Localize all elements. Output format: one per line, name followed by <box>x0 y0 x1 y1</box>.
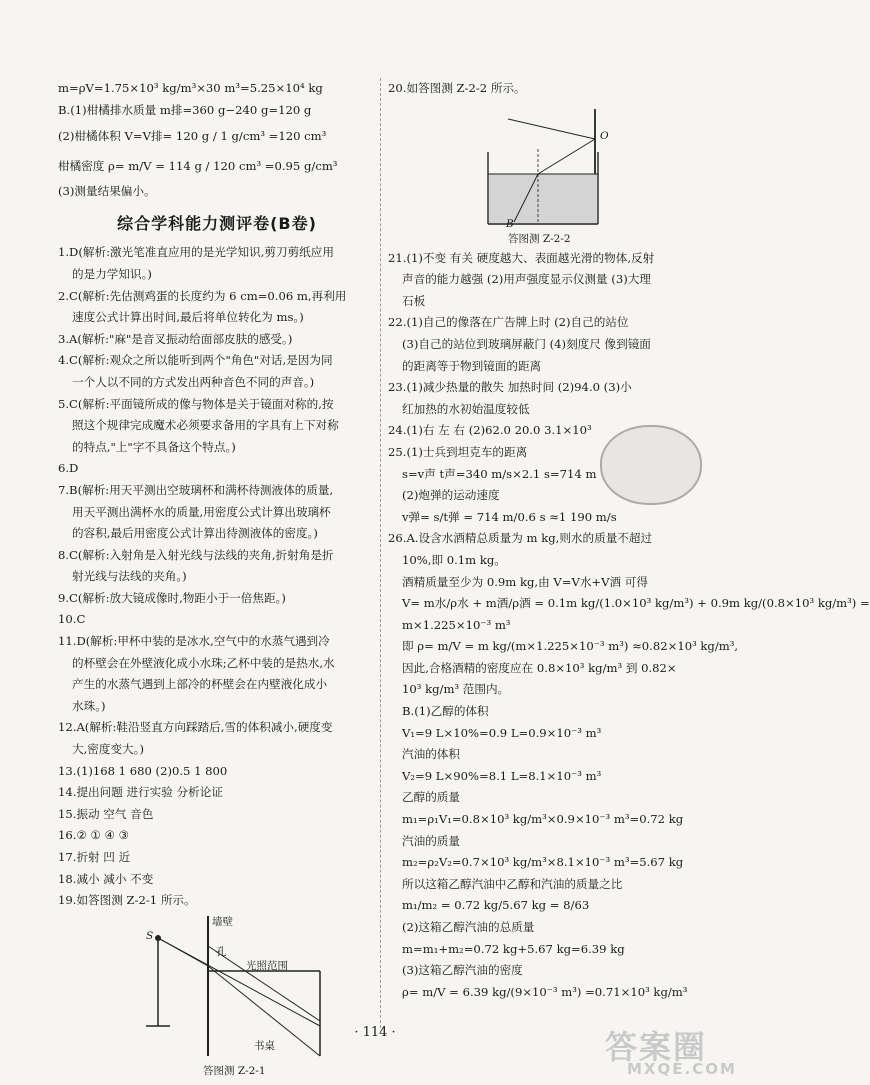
text-line: 6.D <box>58 461 79 476</box>
s-label: S <box>146 929 154 942</box>
text-line: 18.减小 减小 不变 <box>58 871 154 886</box>
text-line: 所以这箱乙醇汽油中乙醇和汽油的质量之比 <box>402 876 623 891</box>
text-line: 20.如答图测 Z-2-2 所示。 <box>388 81 526 95</box>
text-line: 16.② ① ④ ③ <box>58 828 130 843</box>
hole-label: 孔 <box>216 945 227 958</box>
watermark-logo <box>605 1022 737 1078</box>
text-line: 23.(1)减少热量的散失 加热时间 (2)94.0 (3)小 <box>388 380 632 395</box>
range-label: 光照范围 <box>246 959 288 972</box>
text-line: 红加热的水初始温度较低 <box>402 401 530 416</box>
figure-z-2-1 <box>58 916 376 1076</box>
right-column <box>388 78 870 1003</box>
text-line: m₁/m₂ = 0.72 kg/5.67 kg = 8/63 <box>402 898 590 913</box>
left-column <box>58 78 376 1080</box>
text-line: 1.D(解析:激光笔准直应用的是光学知识,剪刀剪纸应用 <box>58 245 334 260</box>
text-line: V₁=9 L×10%=0.9 L=0.9×10⁻³ m³ <box>402 725 602 740</box>
text-line: (3)测量结果偏小。 <box>58 184 156 199</box>
text-line: 因此,合格酒精的密度应在 0.8×10³ kg/m³ 到 0.82× <box>402 660 677 675</box>
text-line: 8.C(解析:入射角是入射光线与法线的夹角,折射角是折 <box>58 547 334 562</box>
desk-label: 书桌 <box>254 1039 275 1052</box>
text-line: 照这个规律完成魔术必须要求备用的字具有上下对称 <box>72 418 339 433</box>
figure-caption: 答图测 Z-2-1 <box>203 1064 266 1077</box>
text-line: 5.C(解析:平面镜所成的像与物体是关于镜面对称的,按 <box>58 396 334 411</box>
figure-z-2-2-svg <box>388 104 700 229</box>
text-line: 13.(1)168 1 680 (2)0.5 1 800 <box>58 763 228 778</box>
text-line: 的距离等于物到镜面的距离 <box>402 358 542 373</box>
text-line: (2)炮弹的运动速度 <box>402 488 500 503</box>
text-line: 4.C(解析:观众之所以能听到两个"角色"对话,是因为同 <box>58 353 333 368</box>
text-line: 25.(1)士兵到坦克车的距离 <box>388 444 528 459</box>
page-number: · 114 · <box>354 1025 396 1040</box>
b-label: B <box>506 217 514 230</box>
text-line: 射光线与法线的夹角。) <box>72 569 187 584</box>
section-title: 综合学科能力测评卷(B卷) <box>117 213 317 233</box>
text-line: (3)这箱乙醇汽油的密度 <box>402 963 523 978</box>
text-line: 的是力学知识。) <box>72 266 152 281</box>
text-line: 14.提出问题 进行实验 分析论证 <box>58 785 223 800</box>
watermark-url: MXQE.COM <box>627 1060 737 1078</box>
text-line: B.(1)柑橘排水质量 m排=360 g−240 g=120 g <box>58 102 312 117</box>
text-line: 用天平测出满杯水的质量,用密度公式计算出玻璃杯 <box>72 504 331 519</box>
text-line: 即 ρ= m/V = m kg/(m×1.225×10⁻³ m³) ≈0.82×10³ kg/m³, <box>402 639 739 654</box>
text-line: 的杯壁会在外壁液化成小水珠;乙杯中装的是热水,水 <box>72 655 335 670</box>
text-line: 22.(1)自己的像落在广告牌上时 (2)自己的站位 <box>388 315 629 330</box>
text-line: 的特点,"上"字不具备这个特点。) <box>72 439 236 454</box>
text-line: 汽油的质量 <box>402 833 460 848</box>
text-line: (2)柑橘体积 V=V排= 120 g / 1 g/cm³ =120 cm³ <box>58 129 327 144</box>
text-line: (2)这箱乙醇汽油的总质量 <box>402 920 535 934</box>
text-line: 19.如答图测 Z-2-1 所示。 <box>58 893 196 908</box>
text-line: B.(1)乙醇的体积 <box>402 704 489 719</box>
text-line: 2.C(解析:先估测鸡蛋的长度约为 6 cm=0.06 m,再利用 <box>58 288 347 303</box>
text-line: 汽油的体积 <box>402 747 460 762</box>
o-label: O <box>600 129 609 142</box>
text-line: m₂=ρ₂V₂=0.7×10³ kg/m³×8.1×10⁻³ m³=5.67 kg <box>402 855 684 870</box>
text-line: V₂=9 L×90%=8.1 L=8.1×10⁻³ m³ <box>402 768 602 783</box>
text-line: 声音的能力越强 (2)用声强度显示仪测量 (3)大理 <box>402 272 651 287</box>
text-line: 石板 <box>402 293 426 308</box>
watermark-text: 答案圈 <box>605 1028 708 1066</box>
text-line: 15.振动 空气 音色 <box>58 806 154 821</box>
text-line: 26.A.设含水酒精总质量为 m kg,则水的质量不超过 <box>388 531 653 546</box>
text-line: 的容积,最后用密度公式计算出待测液体的密度。) <box>72 526 318 541</box>
text-line: 9.C(解析:放大镜成像时,物距小于一倍焦距。) <box>58 590 286 605</box>
text-line: 24.(1)右 左 右 (2)62.0 20.0 3.1×10³ <box>388 423 592 438</box>
text-line: m₁=ρ₁V₁=0.8×10³ kg/m³×0.9×10⁻³ m³=0.72 kg <box>402 812 684 827</box>
text-line: 10%,即 0.1m kg。 <box>402 552 506 567</box>
text-line: 12.A(解析:鞋沿竖直方向踩踏后,雪的体积减小,硬度变 <box>58 720 333 735</box>
text-line: 柑橘密度 ρ= m/V = 114 g / 120 cm³ =0.95 g/cm³ <box>58 159 338 174</box>
text-line: ρ= m/V = 6.39 kg/(9×10⁻³ m³) =0.71×10³ kg/m³ <box>402 984 688 999</box>
text-line: m=ρV=1.75×10³ kg/m³×30 m³=5.25×10⁴ kg <box>58 81 323 95</box>
text-line: m=m₁+m₂=0.72 kg+5.67 kg=6.39 kg <box>402 941 625 956</box>
text-line: m×1.225×10⁻³ m³ <box>402 617 511 632</box>
figure-z-2-2 <box>388 104 700 244</box>
text-line: 乙醇的质量 <box>402 790 460 805</box>
text-line: 10³ kg/m³ 范围内。 <box>402 682 510 697</box>
column-divider <box>380 78 381 1028</box>
wall-label: 墙壁 <box>212 915 233 928</box>
text-line: 7.B(解析:用天平测出空玻璃杯和满杯待测液体的质量, <box>58 482 334 497</box>
text-line: (3)自己的站位到玻璃屏蔽门 (4)刻度尺 像到镜面 <box>402 336 651 351</box>
text-line: 产生的水蒸气遇到上部冷的杯壁会在内壁液化成小 <box>72 677 328 692</box>
text-line: 3.A(解析:"麻"是音叉振动给面部皮肤的感受。) <box>58 331 293 346</box>
text-line: 速度公式计算出时间,最后将单位转化为 ms。) <box>72 310 304 325</box>
figure-caption: 答图测 Z-2-2 <box>508 232 571 245</box>
text-line: 一个人以不同的方式发出两种音色不同的声音。) <box>72 374 315 389</box>
text-line: 水珠。) <box>72 698 106 713</box>
text-line: 21.(1)不变 有关 硬度越大、表面越光滑的物体,反射 <box>388 250 655 265</box>
text-line: v弹= s/t弹 = 714 m/0.6 s ≈1 190 m/s <box>402 509 617 524</box>
stamp-image <box>600 425 702 505</box>
text-line: 17.折射 凹 近 <box>58 850 131 864</box>
text-line: V= m水/ρ水 + m酒/ρ酒 = 0.1m kg/(1.0×10³ kg/m³) + 0.9m kg/(0.8×10³ kg/m³) = <box>402 596 870 611</box>
text-line: 11.D(解析:甲杯中装的是冰水,空气中的水蒸气遇到冷 <box>58 634 330 649</box>
text-line: 10.C <box>58 612 86 627</box>
answer-list <box>58 242 376 911</box>
text-line: s=v声 t声=340 m/s×2.1 s=714 m <box>402 466 597 481</box>
text-line: 大,密度变大。) <box>72 742 144 757</box>
text-line: 酒精质量至少为 0.9m kg,由 V=V水+V酒 可得 <box>402 574 648 589</box>
answer-list <box>388 248 870 1004</box>
